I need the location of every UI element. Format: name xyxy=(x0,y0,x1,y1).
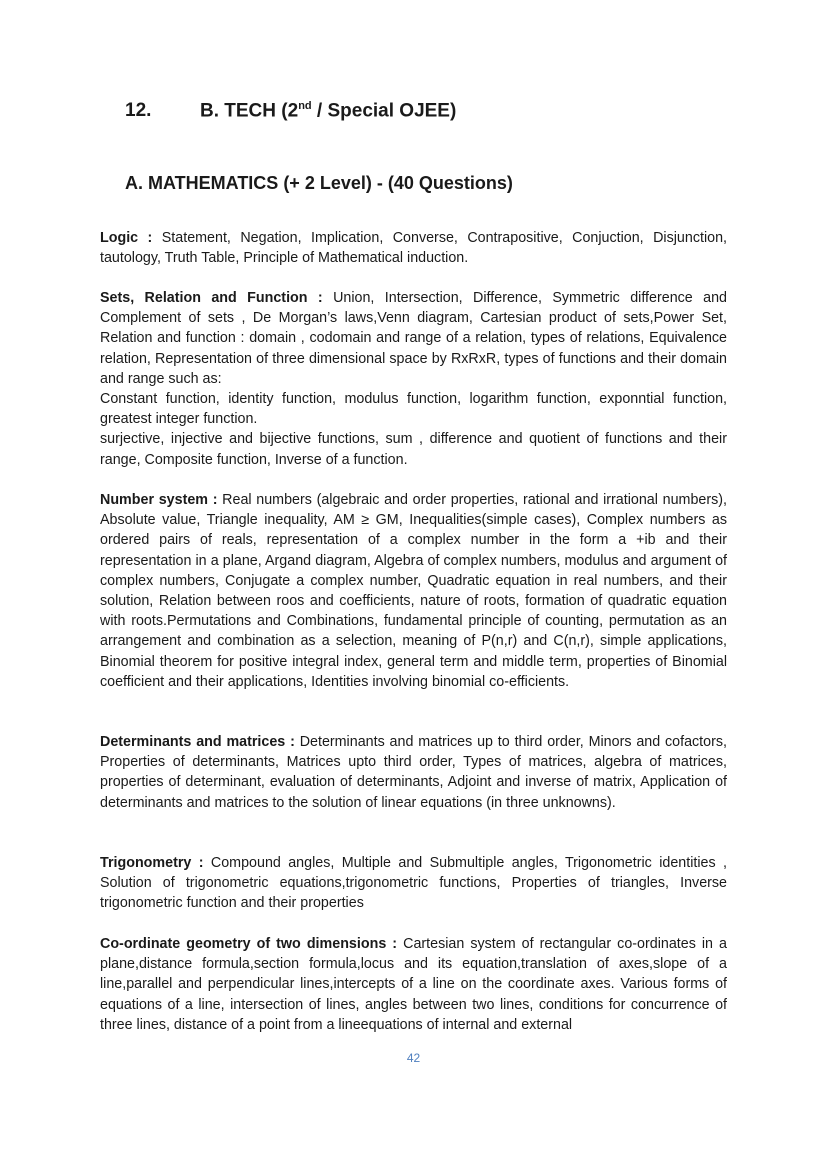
subject-heading: A. MATHEMATICS (+ 2 Level) - (40 Questions) xyxy=(125,173,513,193)
sets-text-line2: Constant function, identity function, modulus function, logarithm function, exponntial function, greatest integer function. xyxy=(100,391,727,428)
number-system-text: Real numbers (algebraic and order properties, rational and irrational numbers), Absolute value, Triangle inequality, AM ≥ GM, Inequalities(simple cases), Complex numbers as ordered pairs of reals, representation of a complex number in the form a +ib and their representation in a plane, Argand diagram, Algebra of complex numbers, modulus and argument of complex numbers, Conjugate a complex number, Quadratic equation in real numbers, and their solution, Relation between roos and coefficients, nature of roots, formation of quadratic equation with roots.Permutations and Combinations, fundamental principle of counting, permutation as an arrangement and combination as a selection, meaning of P(n,r) and C(n,r), simple applications, Binomial theorem for positive integral index, general term and middle term, properties of Binomial coefficient and their applications, Identities involving binomial co-efficients. xyxy=(100,492,727,690)
sets-label: Sets, Relation and Function : xyxy=(100,290,323,306)
logic-label: Logic : xyxy=(100,230,153,246)
page-number: 42 xyxy=(406,1051,421,1065)
heading-text: B. TECH (2 xyxy=(200,100,299,122)
sets-text-line3: surjective, injective and bijective functions, sum , difference and quotient of functions and their range, Composite function, Inverse of a function. xyxy=(100,431,727,468)
section-heading xyxy=(125,100,456,122)
coordinate-paragraph xyxy=(100,934,727,1035)
heading-number: 12. xyxy=(125,100,152,122)
determinants-label: Determinants and matrices : xyxy=(100,734,295,750)
trigonometry-label: Trigonometry : xyxy=(100,855,204,871)
trigonometry-paragraph xyxy=(100,853,727,914)
number-system-label: Number system : xyxy=(100,492,218,508)
heading-text-after: / Special OJEE) xyxy=(311,100,457,122)
determinants-paragraph xyxy=(100,732,727,813)
sets-paragraph xyxy=(100,288,727,470)
number-system-paragraph xyxy=(100,490,727,692)
logic-paragraph xyxy=(100,228,727,268)
logic-text: Statement, Negation, Implication, Converse, Contrapositive, Conjuction, Disjunction, tautology, Truth Table, Principle of Mathematical induction. xyxy=(100,230,727,267)
determinants-text: Determinants and matrices up to third order, Minors and cofactors, Properties of determinants, Matrices upto third order, Types of matrices, algebra of matrices, properties of determinant, evaluation of determinants, Adjoint and inverse of matrix, Application of determinants and matrices to the solution of linear equations (in three unknowns). xyxy=(100,734,727,811)
coordinate-text: Cartesian system of rectangular co-ordinates in a plane,distance formula,section formula,locus and its equation,translation of axes,slope of a line,parallel and perpendicular lines,intercepts of a line on the coordinate axes. Various forms of equations of a line, intersection of lines, angles between two lines, conditions for concurrence of three lines, distance of a point from a lineequations of internal and external xyxy=(100,936,727,1033)
trigonometry-text: Compound angles, Multiple and Submultiple angles, Trigonometric identities , Solution of trigonometric equations,trigonometric functions, Properties of triangles, Inverse trigonometric function and their properties xyxy=(100,855,727,912)
heading-superscript: nd xyxy=(298,100,312,112)
coordinate-label: Co-ordinate geometry of two dimensions : xyxy=(100,936,398,952)
sets-text: Union, Intersection, Difference, Symmetric difference and Complement of sets , De Morgan’s laws,Venn diagram, Cartesian product of sets,Power Set, Relation and function : domain , codomain and range of a relation, types of relations, Equivalence relation, Representation of three dimensional space by RxRxR, types of functions and their domain and range such as: xyxy=(100,290,727,387)
